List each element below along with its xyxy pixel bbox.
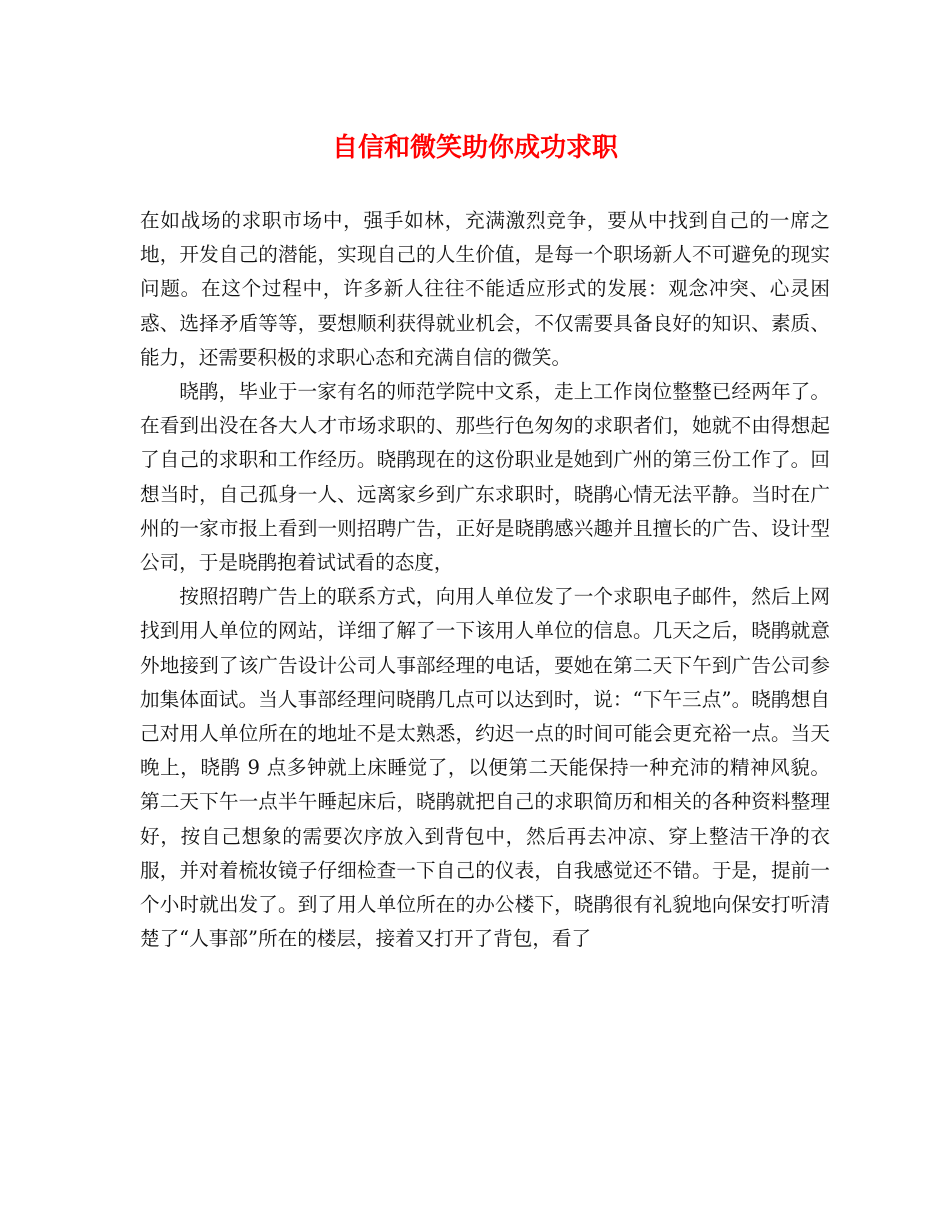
document-body (140, 204, 830, 956)
paragraph-story-2: 按照招聘广告上的联系方式，向用人单位发了一个求职电子邮件，然后上网找到用人单位的网站，详细了解了一下该用人单位的信息。几天之后，晓鹃就意外地接到了该广告设计公司人事部经理的电话，要她在第二天下午到广告公司参加集体面试。当人事部经理问晓鹃几点可以达到时，说：“下午三点”。晓鹃想自己对用人单位所在的地址不是太熟悉，约迟一点的时间可能会更充裕一点。当天晚上，晓鹃 9 点多钟就上床睡觉了，以便第二天能保持一种充沛的精神风貌。第二天下午一点半午睡起床后，晓鹃就把自己的求职简历和相关的各种资料整理好，按自己想象的需要次序放入到背包中，然后再去冲凉、穿上整洁干净的衣服，并对着梳妆镜子仔细检查一下自己的仪表，自我感觉还不错。于是，提前一个小时就出发了。到了用人单位所在的办公楼下，晓鹃很有礼貌地向保安打听清楚了“人事部”所在的楼层，接着又打开了背包，看了 (140, 585, 830, 951)
paragraph-intro: 在如战场的求职市场中，强手如林，充满激烈竞争，要从中找到自己的一席之地，开发自己的潜能，实现自己的人生价值，是每一个职场新人不可避免的现实问题。在这个过程中，许多新人往往不能适应形式的发展：观念冲突、心灵困惑、选择矛盾等等，要想顺利获得就业机会，不仅需要具备良好的知识、素质、能力，还需要积极的求职心态和充满自信的微笑。 (140, 209, 830, 369)
document-title: 自信和微笑助你成功求职 (331, 133, 618, 163)
paragraph-story-1: 晓鹃，毕业于一家有名的师范学院中文系，走上工作岗位整整已经两年了。在看到出没在各大人才市场求职的、那些行色匆匆的求职者们，她就不由得想起了自己的求职和工作经历。晓鹃现在的这份职业是她到广州的第三份工作了。回想当时，自己孤身一人、远离家乡到广东求职时，晓鹃心情无法平静。当时在广州的一家市报上看到一则招聘广告，正好是晓鹃感兴趣并且擅长的广告、设计型公司，于是晓鹃抱着试试看的态度， (140, 380, 830, 575)
